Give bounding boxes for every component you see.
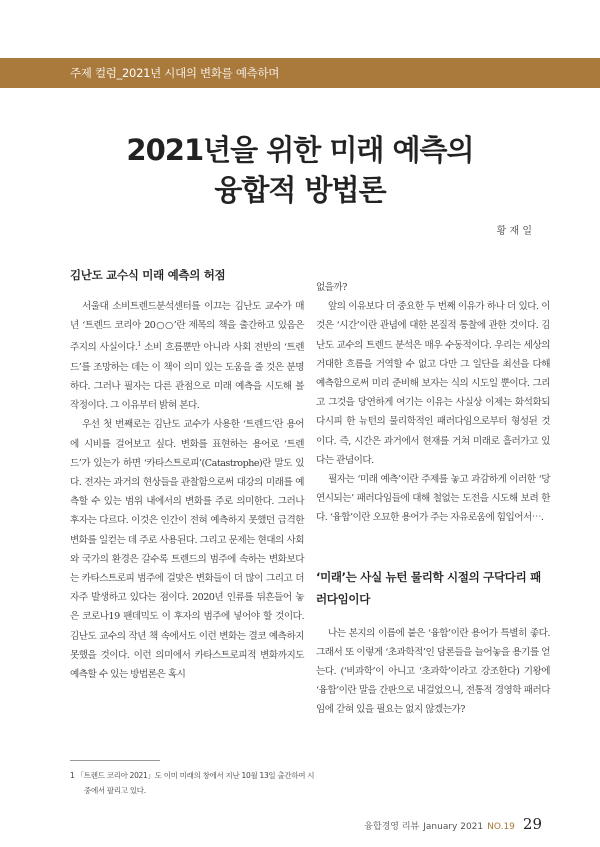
issue-date: January 2021 [423, 822, 484, 832]
body-paragraph: 필자는 ‘미래 예측’이란 주제를 놓고 과감하게 이러한 ‘당연시되는’ 패러다임들에 대해 철없는 도전을 시도해 보려 한다. ‘융합’이란 오묘한 용어가 주는 자유로움에 힘입어서⋯. [316, 474, 550, 524]
footnote-divider [70, 760, 160, 761]
issue-number: NO.19 [487, 822, 515, 832]
journal-name: 융합경영 리뷰 [364, 822, 420, 832]
article-title [0, 130, 600, 210]
section-heading-2: ‘미래’는 사실 뉴턴 물리학 시절의 구닥다리 패러다임이다 [316, 569, 541, 606]
column-banner [0, 58, 600, 88]
footnote: 1 「트렌드 코리아 2021」도 이미 미래의 창에서 지난 10월 13일 출간하여 시중에서 팔리고 있다. [70, 771, 315, 795]
paragraph-text: 소비 흐름뿐만 아니라 사회 전반의 ‘트렌드’를 조망하는 데는 이 책이 의미 있는 도움을 줄 것은 분명하다. 그러나 필자는 다른 관점으로 미래 예측을 시도해 볼 작정이다. 그 이유부터 밝혀 본다. [70, 342, 304, 412]
author-name: 황 재 일 [496, 226, 532, 237]
left-column [70, 264, 304, 684]
body-paragraph: 나는 본지의 이름에 붙은 ‘융합’이란 용어가 특별히 좋다. 그래서 또 이렇게 ‘초과학적’인 담론들을 늘어놓을 용기를 얻는다. (‘비과학’이 아니고 ‘초과학’이라고 강조한다) 기왕에 ‘융합’이란 말을 간판으로 내걸었으니, 전통적 경영학 패러다임에 갇혀 있을 필요는 없지 않겠는가? [316, 627, 550, 716]
title-line-1: 2021년을 위한 미래 예측의 [126, 133, 474, 167]
right-column [316, 278, 550, 720]
column-label: 주제 컬럼_2021년 시대의 변화를 예측하며 [70, 66, 280, 80]
body-paragraph: 없을까? [316, 282, 347, 293]
section-heading-1: 김난도 교수식 미래 예측의 허점 [70, 268, 226, 282]
title-line-2: 융합적 방법론 [214, 173, 386, 207]
paragraph-text: 서울대 소비트렌드분석센터를 이끄는 김난도 교수가 매년 ‘트렌드 코리아 20○○’란 제목의 책을 출간하고 있음은 주지의 사실이다. [70, 301, 304, 354]
footnote-marker[interactable]: 1 [137, 341, 141, 349]
body-paragraph: 앞의 이유보다 더 중요한 두 번째 이유가 하나 더 있다. 이것은 ‘시간’이란 관념에 대한 본질적 통찰에 관한 것이다. 김난도 교수의 트렌드 분석은 매우 수동적이다. 우리는 세상의 거대한 흐름을 거역할 수 없고 다만 그 일단을 최선을 다해 예측함으로써 미리 준비해 보자는 식의 시도일 뿐이다. 그리고 그것을 당연하게 여기는 이유는 사실상 이제는 화석화되다시피 한 뉴턴의 물리학적인 패러다임으로부터 형성된 것이다. 즉, 시간은 과거에서 현재를 거쳐 미래로 흘러가고 있다는 관념이다. [316, 301, 550, 466]
body-paragraph [70, 297, 304, 415]
body-paragraph: 우선 첫 번째로는 김난도 교수가 사용한 ‘트렌드’란 용어에 시비를 걸어보고 싶다. 변화를 표현하는 용어로 ‘트렌드’가 있는가 하면 ‘카타스트로피’(Catastrophe)란 말도 있다. 전자는 과거의 현상들을 관찰함으로써 대강의 미래를 예측할 수 있는 범위 내에서의 변화를 주로 의미한다. 그러나 후자는 다르다. 이것은 인간이 전혀 예측하지 못했던 급격한 변화를 일컫는 데 주로 사용된다. 그리고 문제는 현대의 사회와 국가의 환경은 갈수록 트렌드의 범주에 속하는 변화보다는 카타스트로피 범주에 걸맞은 변화들이 더 많이 그리고 더 자주 발생하고 있다는 점이다. 2020년 인류를 뒤흔들어 놓은 코로나19 팬데믹도 이 후자의 범주에 넣어야 할 것이다. 김난도 교수의 작년 책 속에서도 이런 변화는 결코 예측하지 못했을 것이다. 이런 의미에서 카타스트로피적 변화까지도 예측할 수 있는 방법론은 혹시 [70, 419, 304, 681]
page-footer [364, 815, 542, 833]
page-number: 29 [522, 815, 542, 833]
